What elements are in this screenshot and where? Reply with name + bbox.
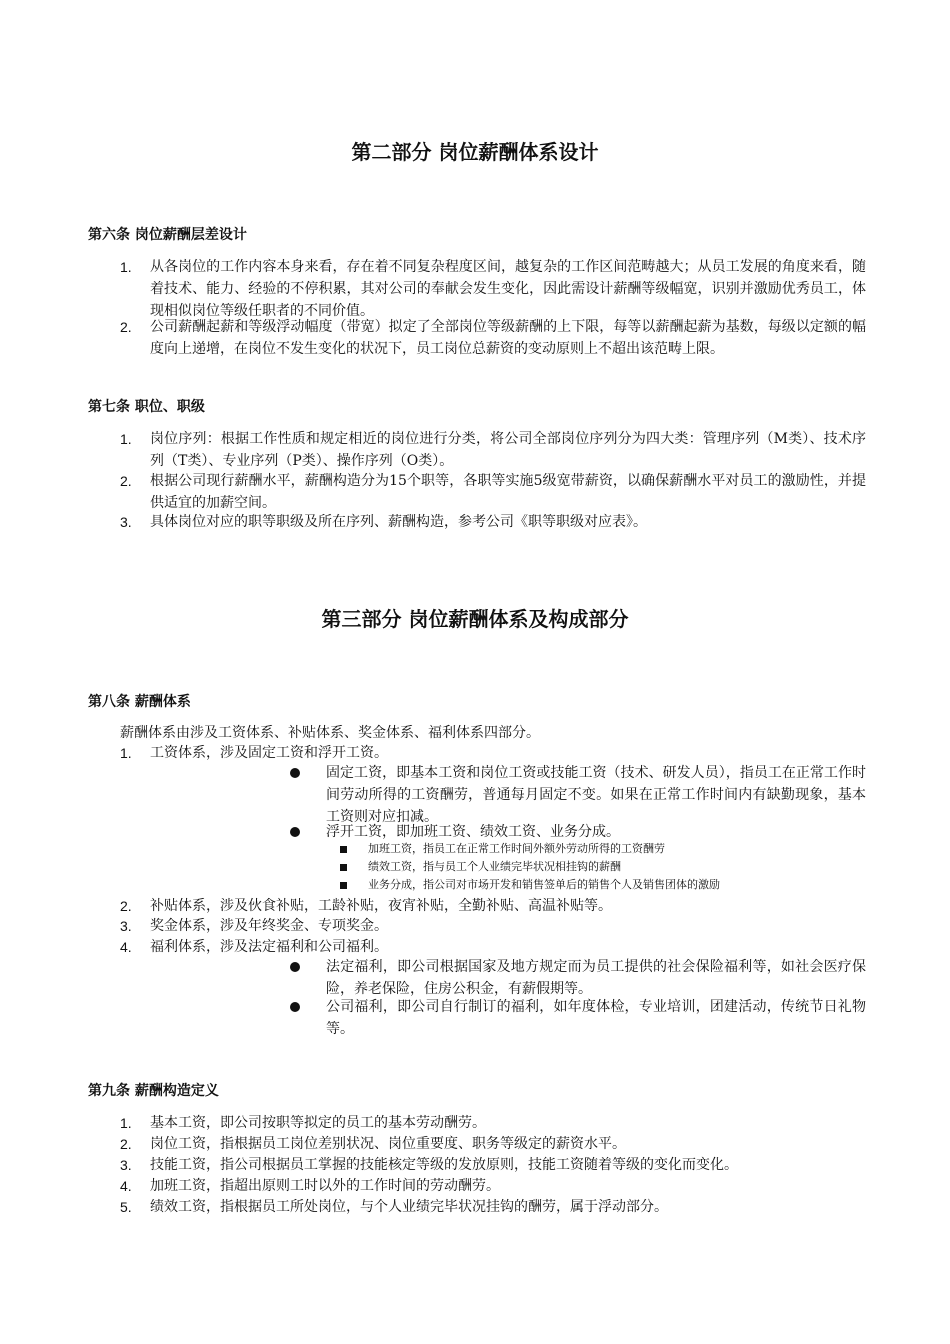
list-item: 岗位序列：根据工作性质和规定相近的岗位进行分类，将公司全部岗位序列分为四大类：管理序列（M类）、技术序列（T类）、专业序列（P类）、操作序列（O类）。 (150, 431, 866, 469)
square-bullet-icon (340, 864, 347, 871)
article9-heading: 第九条 薪酬构造定义 (88, 1083, 219, 1099)
list-number: 2. (120, 1136, 132, 1152)
part2-title: 第二部分 岗位薪酬体系设计 (351, 140, 599, 164)
square-bullet-icon (340, 846, 347, 853)
list-number: 1. (120, 1115, 132, 1131)
bullet-item: 法定福利，即公司根据国家及地方规定而为员工提供的社会保险福利等，如社会医疗保险，养老保险，住房公积金，有薪假期等。 (326, 959, 866, 997)
list-number: 5. (120, 1199, 132, 1215)
bullet-dot-icon (290, 768, 300, 778)
article6-heading: 第六条 岗位薪酬层差设计 (88, 227, 247, 243)
list-number: 2. (120, 473, 132, 489)
list-number: 3. (120, 918, 132, 934)
list-number: 4. (120, 939, 132, 955)
article7-heading: 第七条 职位、职级 (88, 399, 205, 415)
list-item: 奖金体系，涉及年终奖金、专项奖金。 (150, 918, 388, 934)
list-number: 3. (120, 1157, 132, 1173)
bullet-item: 浮开工资，即加班工资、绩效工资、业务分成。 (326, 824, 620, 840)
bullet-item: 固定工资，即基本工资和岗位工资或技能工资（技术、研发人员），指员工在正常工作时间劳动所得的工资酬劳，普通每月固定不变。如果在正常工作时间内有缺勤现象，基本工资则对应扣减。 (326, 765, 866, 825)
list-number: 1. (120, 745, 132, 761)
list-item: 岗位工资，指根据员工岗位差别状况、岗位重要度、职务等级定的薪资水平。 (150, 1136, 626, 1152)
list-item: 根据公司现行薪酬水平，薪酬构造分为15个职等，各职等实施5级宽带薪资，以确保薪酬水平对员工的激励性，并提供适宜的加薪空间。 (150, 473, 866, 511)
bullet-dot-icon (290, 962, 300, 972)
list-number: 2. (120, 898, 132, 914)
list-item: 具体岗位对应的职等职级及所在序列、薪酬构造，参考公司《职等职级对应表》。 (150, 514, 647, 530)
sub-bullet-item: 绩效工资，指与员工个人业绩完毕状况相挂钩的薪酬 (368, 860, 621, 873)
list-item: 补贴体系，涉及伙食补贴，工龄补贴，夜宵补贴，全勤补贴、高温补贴等。 (150, 898, 612, 914)
list-number: 4. (120, 1178, 132, 1194)
list-item: 公司薪酬起薪和等级浮动幅度（带宽）拟定了全部岗位等级薪酬的上下限，每等以薪酬起薪为基数，每级以定额的幅度向上递增，在岗位不发生变化的状况下，员工岗位总薪资的变动原则上不超出该范畴上限。 (150, 319, 866, 357)
article8-heading: 第八条 薪酬体系 (88, 694, 191, 710)
square-bullet-icon (340, 882, 347, 889)
list-item: 工资体系，涉及固定工资和浮开工资。 (150, 745, 388, 761)
list-number: 1. (120, 431, 132, 447)
list-item: 福利体系，涉及法定福利和公司福利。 (150, 939, 388, 955)
bullet-dot-icon (290, 1002, 300, 1012)
bullet-dot-icon (290, 827, 300, 837)
list-item: 加班工资，指超出原则工时以外的工作时间的劳动酬劳。 (150, 1178, 500, 1194)
list-number: 1. (120, 259, 132, 275)
part3-title: 第三部分 岗位薪酬体系及构成部分 (321, 607, 629, 631)
list-number: 2. (120, 319, 132, 335)
list-number: 3. (120, 514, 132, 530)
bullet-item: 公司福利，即公司自行制订的福利，如年度体检，专业培训，团建活动，传统节日礼物等。 (326, 999, 866, 1037)
list-item: 基本工资，即公司按职等拟定的员工的基本劳动酬劳。 (150, 1115, 486, 1131)
list-item: 技能工资，指公司根据员工掌握的技能核定等级的发放原则，技能工资随着等级的变化而变化。 (150, 1157, 738, 1173)
list-item: 从各岗位的工作内容本身来看，存在着不同复杂程度区间，越复杂的工作区间范畴越大；从员工发展的角度来看，随着技术、能力、经验的不停积累，其对公司的奉献会发生变化，因此需设计薪酬等级幅宽，识别并激励优秀员工，体现相似岗位等级任职者的不同价值。 (150, 259, 866, 319)
sub-bullet-item: 加班工资，指员工在正常工作时间外额外劳动所得的工资酬劳 (368, 842, 665, 855)
article8-intro: 薪酬体系由涉及工资体系、补贴体系、奖金体系、福利体系四部分。 (120, 725, 540, 741)
sub-bullet-item: 业务分成，指公司对市场开发和销售签单后的销售个人及销售团体的激励 (368, 878, 720, 891)
list-item: 绩效工资，指根据员工所处岗位，与个人业绩完毕状况挂钩的酬劳，属于浮动部分。 (150, 1199, 668, 1215)
